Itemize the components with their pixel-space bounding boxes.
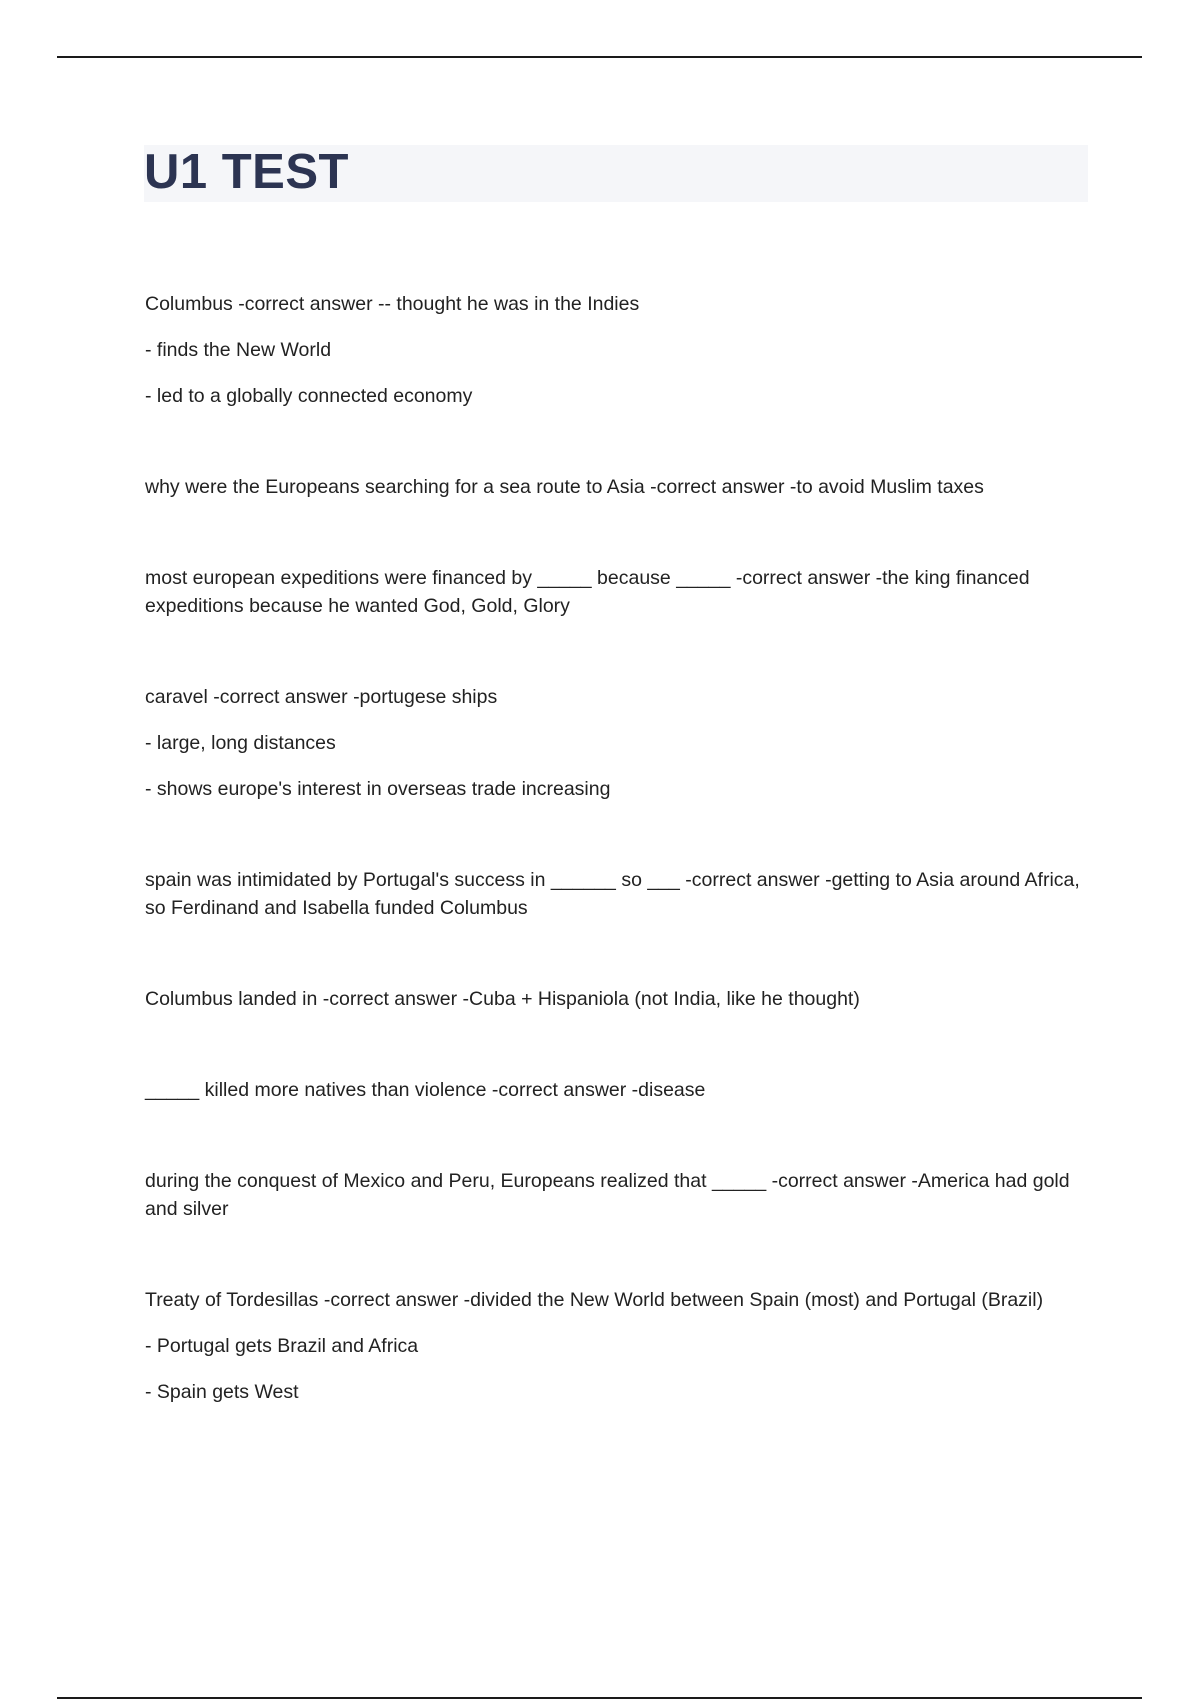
qa-item xyxy=(145,564,1095,620)
qa-bullet: - Portugal gets Brazil and Africa xyxy=(145,1335,419,1357)
qa-bullet: - shows europe's interest in overseas trade increasing xyxy=(145,778,611,800)
page-title: U1 TEST xyxy=(144,145,349,199)
qa-text: caravel -correct answer -portugese ships xyxy=(145,686,498,708)
qa-text: why were the Europeans searching for a sea route to Asia -correct answer -to avoid Muslim taxes xyxy=(145,476,984,498)
qa-item xyxy=(145,1286,1095,1406)
qa-item xyxy=(145,290,1095,410)
qa-bullet: - finds the New World xyxy=(145,339,332,361)
top-rule xyxy=(57,56,1142,58)
qa-text: Columbus landed in -correct answer -Cuba + Hispaniola (not India, like he thought) xyxy=(145,988,860,1010)
bottom-rule xyxy=(57,1697,1142,1699)
qa-text: spain was intimidated by Portugal's success in ______ so ___ -correct answer -getting to Asia around Africa, so Ferdinand and Isabella funded Columbus xyxy=(145,869,1080,919)
qa-text: most european expeditions were financed by _____ because _____ -correct answer -the king financed expeditions because he wanted God, Gold, Glory xyxy=(145,567,1030,617)
qa-bullet: - Spain gets West xyxy=(145,1381,299,1403)
qa-item xyxy=(145,866,1095,922)
qa-bullet: - large, long distances xyxy=(145,732,336,754)
qa-item xyxy=(145,683,1095,803)
qa-bullet: - led to a globally connected economy xyxy=(145,385,473,407)
qa-item xyxy=(145,473,1095,501)
qa-item xyxy=(145,985,1095,1013)
qa-item xyxy=(145,1167,1095,1223)
qa-text: _____ killed more natives than violence -correct answer -disease xyxy=(145,1079,706,1101)
qa-list xyxy=(145,290,1095,1406)
qa-text: Treaty of Tordesillas -correct answer -divided the New World between Spain (most) and Portugal (Brazil) xyxy=(145,1289,1044,1311)
qa-item xyxy=(145,1076,1095,1104)
qa-text: during the conquest of Mexico and Peru, Europeans realized that _____ -correct answer -America had gold and silver xyxy=(145,1170,1070,1220)
qa-text: Columbus -correct answer -- thought he was in the Indies xyxy=(145,293,640,315)
